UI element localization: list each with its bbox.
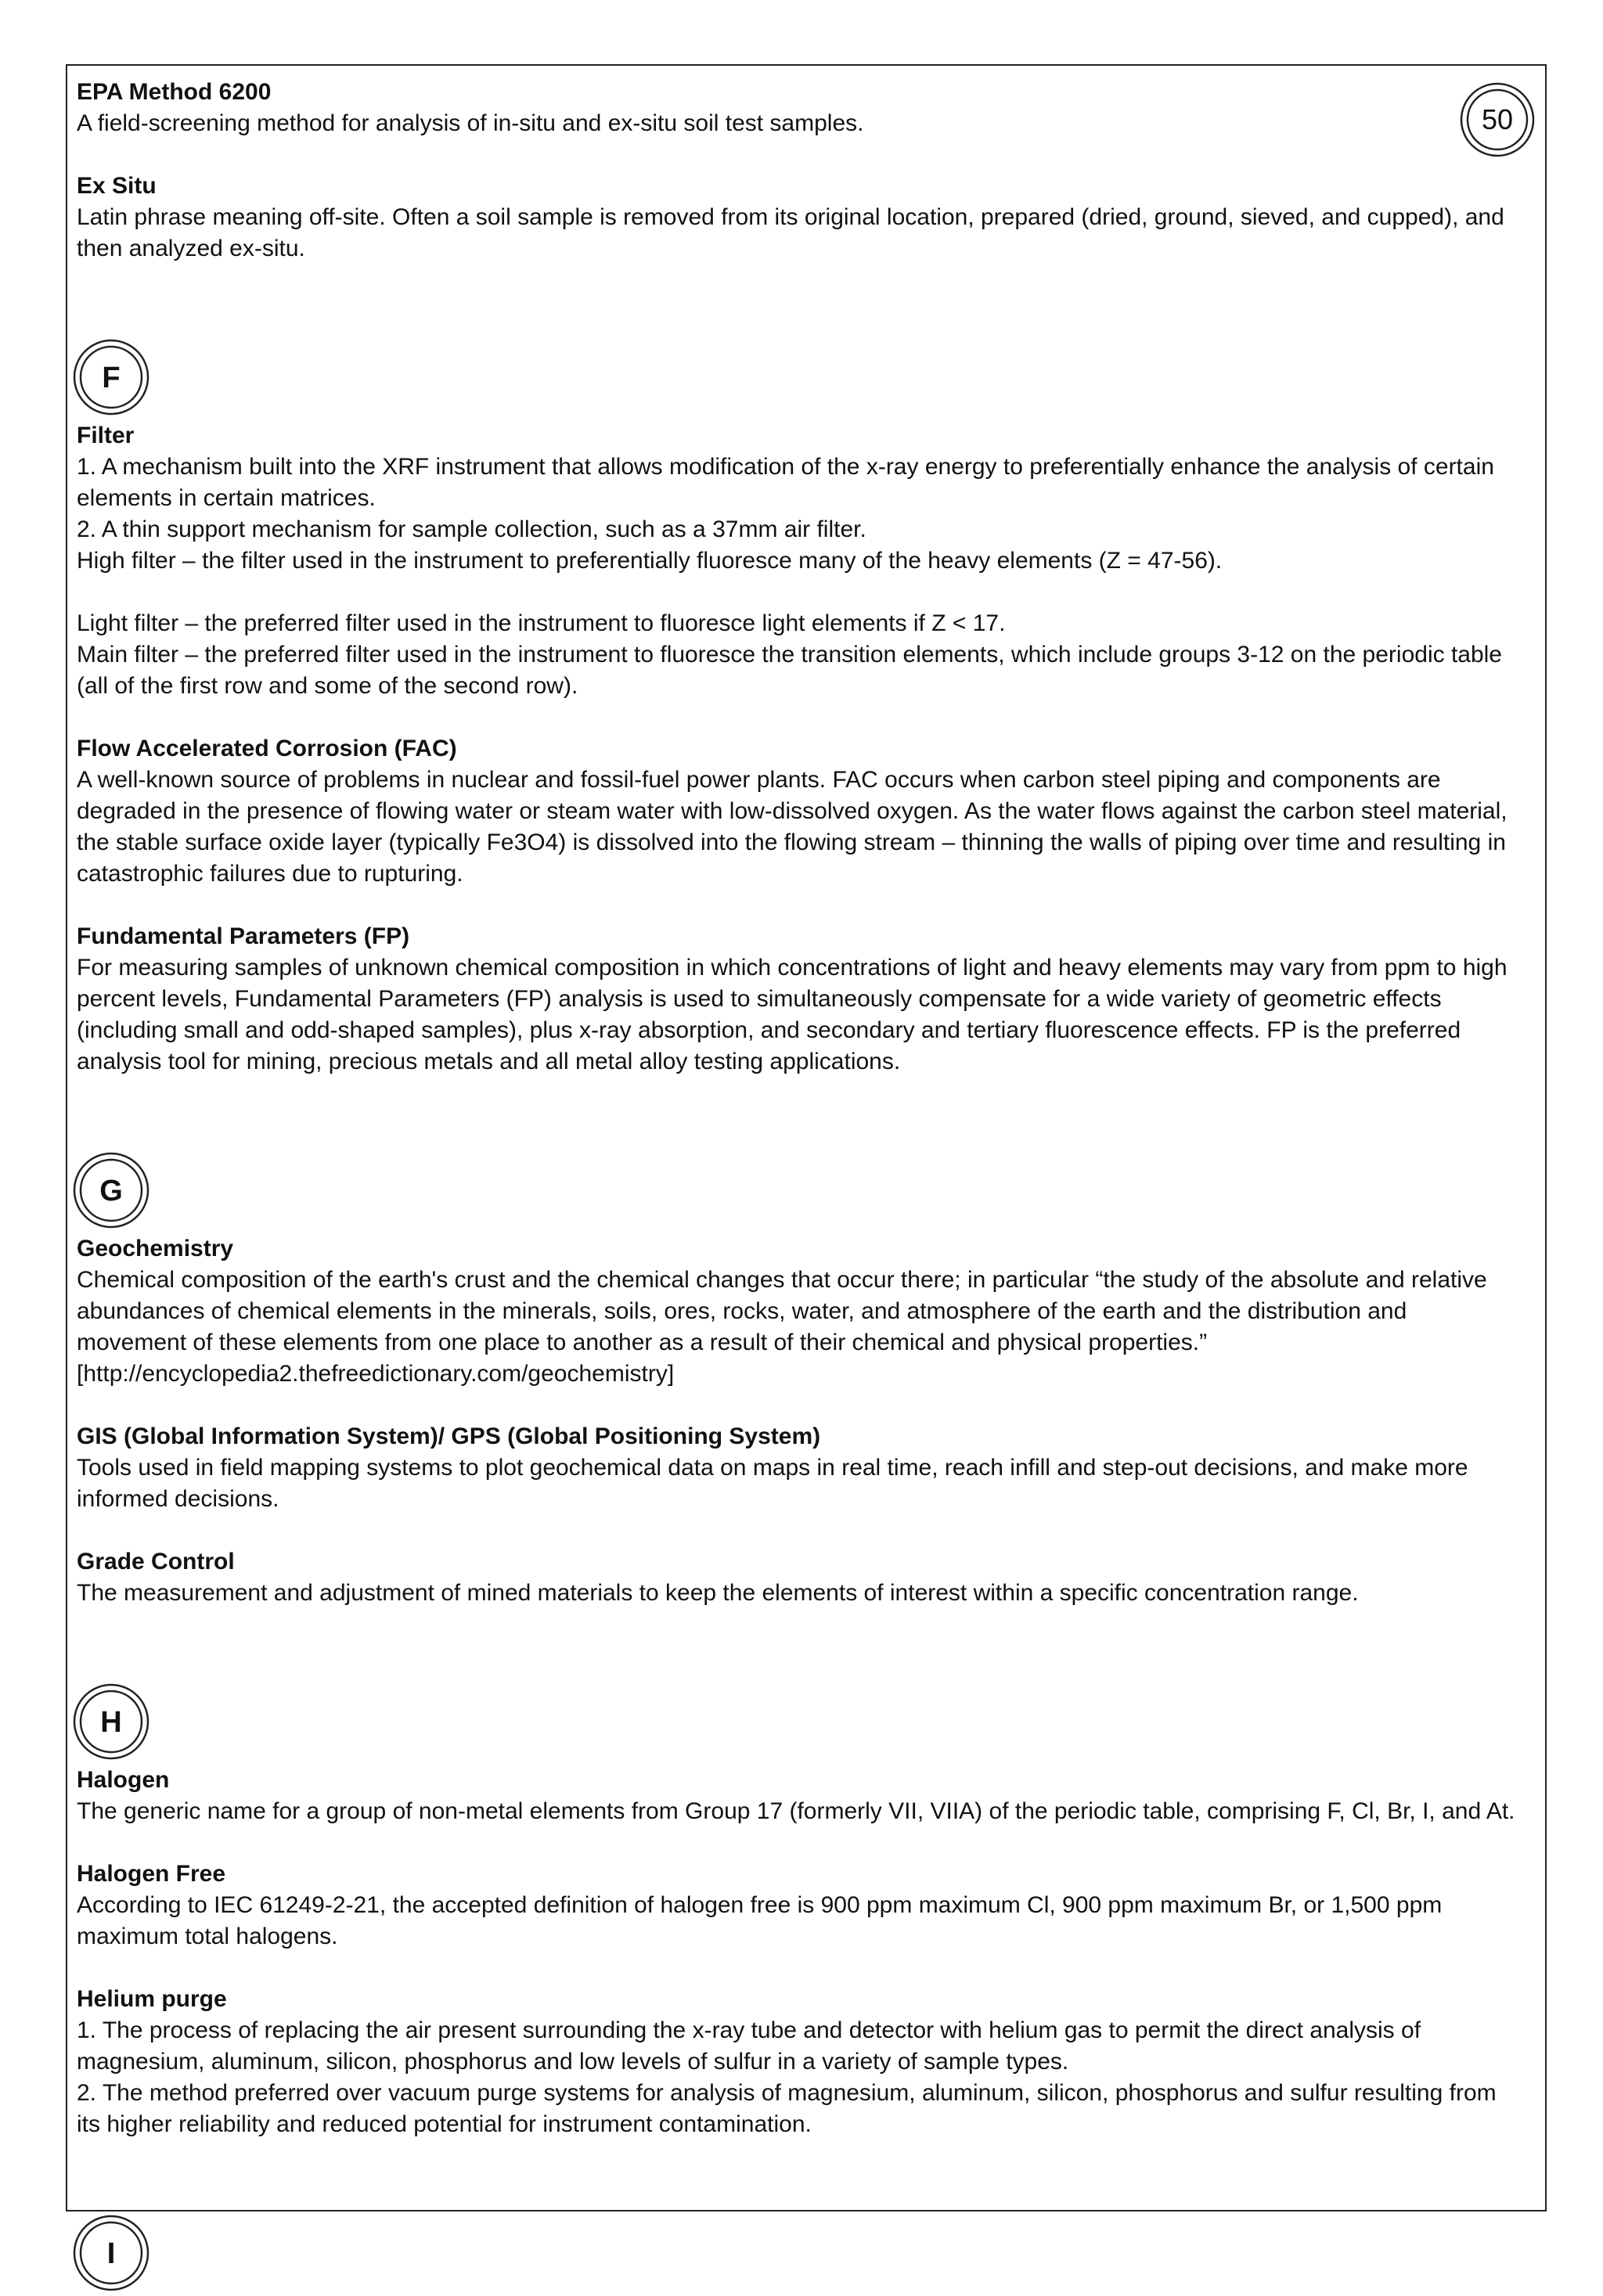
section-letter: G: [99, 1175, 123, 1207]
glossary-term: EPA Method 6200: [77, 79, 272, 105]
glossary-entry: [77, 1546, 1517, 1609]
glossary-term: Flow Accelerated Corrosion (FAC): [77, 736, 457, 761]
glossary-content: [77, 77, 1517, 2296]
glossary-entry: [77, 420, 1517, 702]
glossary-definition: [77, 1796, 1517, 1827]
section-letter-badge: [72, 1151, 150, 1229]
section-letter: H: [100, 1706, 122, 1739]
glossary-entry: [77, 1765, 1517, 1827]
definition-paragraph: The generic name for a group of non-metal elements from Group 17 (formerly VII, VIIA) of the periodic table, comprising F, Cl, Br, I, and At.: [77, 1798, 1515, 1824]
glossary-section: [77, 1640, 1517, 2140]
section-letter-badge: [72, 2214, 150, 2292]
glossary-entry: [77, 921, 1517, 1078]
definition-paragraph: Light filter – the preferred filter used in the instrument to fluoresce light elements if Z < 17.: [77, 610, 1006, 636]
definition-paragraph: Tools used in field mapping systems to plot geochemical data on maps in real time, reach infill and step-out decisions, and make more informed decisions.: [77, 1455, 1468, 1512]
glossary-entry: [77, 1421, 1517, 1515]
definition-paragraph: Latin phrase meaning off-site. Often a soil sample is removed from its original location, prepared (dried, ground, sieved, and cupped), and then analyzed ex-situ.: [77, 204, 1504, 261]
page-number: 50: [1481, 103, 1514, 135]
section-letter-badge: [72, 1682, 150, 1761]
glossary-term: GIS (Global Information System)/ GPS (Global Positioning System): [77, 1423, 821, 1449]
glossary-definition: [77, 952, 1517, 1078]
glossary-entry: [77, 733, 1517, 890]
glossary-definition: [77, 765, 1517, 890]
section-letter-badge: [72, 338, 150, 416]
glossary-entry: [77, 77, 1517, 139]
glossary-definition: [77, 1452, 1517, 1515]
glossary-entry: [77, 1859, 1517, 1952]
glossary-section: [77, 296, 1517, 1078]
section-letter: F: [102, 362, 121, 394]
definition-paragraph: 2. A thin support mechanism for sample collection, such as a 37mm air filter.: [77, 516, 866, 542]
definition-paragraph: 1. The process of replacing the air present surrounding the x-ray tube and detector with helium gas to permit the direct analysis of magnesium, aluminum, silicon, phosphorus and low levels of sulfur in a variety of sample types.: [77, 2017, 1421, 2075]
definition-paragraph: 1. A mechanism built into the XRF instrument that allows modification of the x-ray energy to preferentially enhance the analysis of certain elements in certain matrices.: [77, 454, 1494, 511]
glossary-term: Helium purge: [77, 1986, 227, 2012]
glossary-definition: [77, 1890, 1517, 1952]
glossary-term: Geochemistry: [77, 1236, 234, 1261]
glossary-definition: [77, 2015, 1517, 2140]
glossary-term: Halogen: [77, 1767, 170, 1793]
glossary-definition: [77, 1578, 1517, 1609]
glossary-term: Grade Control: [77, 1549, 235, 1574]
glossary-entry: [77, 1984, 1517, 2140]
glossary-term: Ex Situ: [77, 173, 157, 199]
glossary-definition: [77, 108, 1517, 139]
definition-paragraph: A well-known source of problems in nuclear and fossil-fuel power plants. FAC occurs when carbon steel piping and components are degraded in the presence of flowing water or steam water with low-dissolved oxygen. As the water flows against the carbon steel material, the stable surface oxide layer (typically Fe3O4) is dissolved into the flowing stream – thinning the walls of piping over time and resulting in catastrophic failures due to rupturing.: [77, 767, 1508, 887]
definition-paragraph: Chemical composition of the earth's crust and the chemical changes that occur there; in particular “the study of the absolute and relative abundances of chemical elements in the minerals, soils, ores, rocks, water, and atmosphere of the earth and the distribution and movement of these elements from one place to another as a result of their chemical and physical properties.” [http://encyclopedia2.thefreedictionary.com/geochemistry]: [77, 1267, 1487, 1387]
definition-paragraph: High filter – the filter used in the instrument to preferentially fluoresce many of the heavy elements (Z = 47-56).: [77, 548, 1223, 574]
glossary-definition: [77, 202, 1517, 265]
definition-paragraph: According to IEC 61249-2-21, the accepted definition of halogen free is 900 ppm maximum Cl, 900 ppm maximum Br, or 1,500 ppm maximum total halogens.: [77, 1892, 1443, 1949]
glossary-definition: [77, 1265, 1517, 1390]
glossary-term: Halogen Free: [77, 1861, 226, 1887]
definition-paragraph: For measuring samples of unknown chemical composition in which concentrations of light and heavy elements may vary from ppm to high percent levels, Fundamental Parameters (FP) analysis is used to simultaneously compensate for a wide variety of geometric effects (including small and odd-shaped samples), plus x-ray absorption, and secondary and tertiary fluorescence effects. FP is the preferred analysis tool for mining, precious metals and all metal alloy testing applications.: [77, 955, 1508, 1074]
definition-paragraph: The measurement and adjustment of mined materials to keep the elements of interest within a specific concentration range.: [77, 1580, 1359, 1606]
glossary-section: [77, 2172, 1517, 2296]
glossary-section: [77, 1109, 1517, 1609]
glossary-entry: [77, 1233, 1517, 1390]
glossary-term: Fundamental Parameters (FP): [77, 923, 410, 949]
definition-paragraph: A field-screening method for analysis of in-situ and ex-situ soil test samples.: [77, 110, 864, 136]
definition-paragraph: Main filter – the preferred filter used in the instrument to fluoresce the transition elements, which include groups 3-12 on the periodic table (all of the first row and some of the second row).: [77, 642, 1502, 699]
glossary-term: Filter: [77, 423, 135, 448]
glossary-definition: [77, 452, 1517, 702]
glossary-entry: [77, 171, 1517, 265]
section-letter: I: [106, 2237, 116, 2270]
definition-paragraph: 2. The method preferred over vacuum purge systems for analysis of magnesium, aluminum, silicon, phosphorus and sulfur resulting from its higher reliability and reduced potential for instrument contamination.: [77, 2080, 1497, 2137]
glossary-section: [77, 77, 1517, 265]
